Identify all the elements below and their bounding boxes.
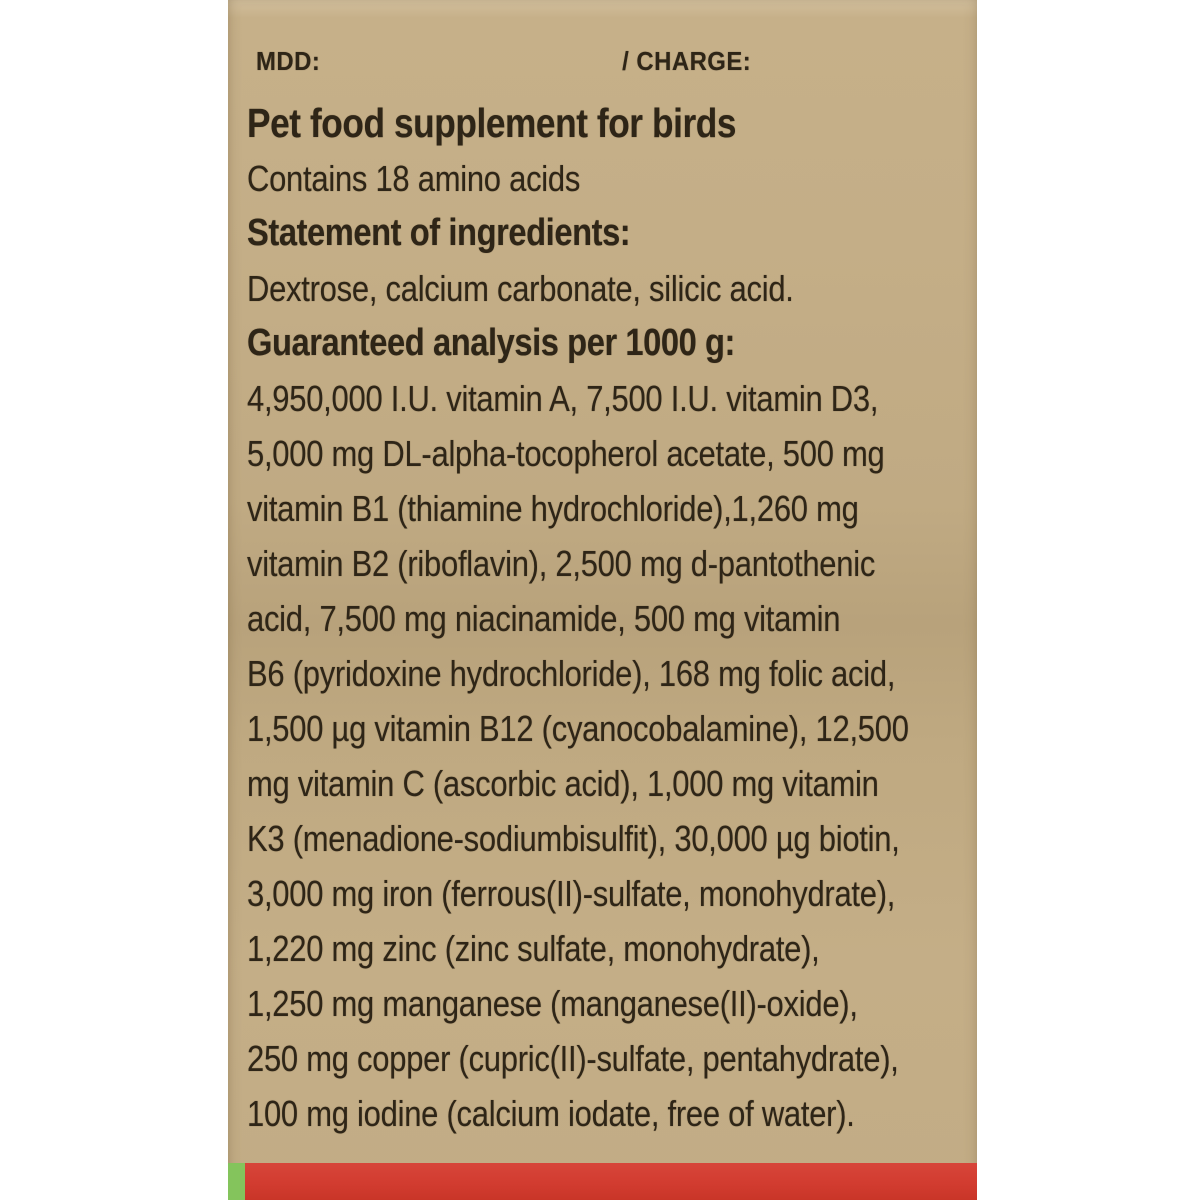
analysis-line: 4,950,000 I.U. vitamin A, 7,500 I.U. vitamin D3, xyxy=(247,378,879,419)
analysis-line: B6 (pyridoxine hydrochloride), 168 mg folic acid, xyxy=(247,653,896,694)
analysis-line: vitamin B2 (riboflavin), 2,500 mg d-pantothenic xyxy=(247,543,876,584)
analysis-line: 100 mg iodine (calcium iodate, free of water). xyxy=(247,1093,855,1134)
product-subtitle: Contains 18 amino acids xyxy=(247,158,581,199)
analysis-line: 3,000 mg iron (ferrous(II)-sulfate, monohydrate), xyxy=(247,873,896,914)
analysis-line: 5,000 mg DL-alpha-tocopherol acetate, 500 mg xyxy=(247,433,885,474)
supplement-label xyxy=(228,0,977,1200)
ingredients-heading: Statement of ingredients: xyxy=(247,212,631,254)
analysis-line: 1,250 mg manganese (manganese(II)-oxide), xyxy=(247,983,858,1024)
mdd-field-label: MDD: xyxy=(256,46,321,76)
batch-header-row xyxy=(256,46,910,77)
label-text-column xyxy=(247,96,997,1141)
analysis-line: vitamin B1 (thiamine hydrochloride),1,260 mg xyxy=(247,488,859,529)
green-stripe xyxy=(228,1163,245,1200)
analysis-line: 1,220 mg zinc (zinc sulfate, monohydrate), xyxy=(247,928,820,969)
red-stripe xyxy=(245,1163,977,1200)
analysis-heading: Guaranteed analysis per 1000 g: xyxy=(247,322,735,364)
product-title: Pet food supplement for birds xyxy=(247,100,737,146)
charge-field-label: / CHARGE: xyxy=(622,46,752,76)
analysis-line: K3 (menadione-sodiumbisulfit), 30,000 µg biotin, xyxy=(247,818,900,859)
analysis-line: 1,500 µg vitamin B12 (cyanocobalamine), 12,500 xyxy=(247,708,909,749)
analysis-line: acid, 7,500 mg niacinamide, 500 mg vitamin xyxy=(247,598,841,639)
analysis-line: mg vitamin C (ascorbic acid), 1,000 mg vitamin xyxy=(247,763,879,804)
ingredients-text: Dextrose, calcium carbonate, silicic acid. xyxy=(247,268,794,309)
analysis-line: 250 mg copper (cupric(II)-sulfate, pentahydrate), xyxy=(247,1038,899,1079)
